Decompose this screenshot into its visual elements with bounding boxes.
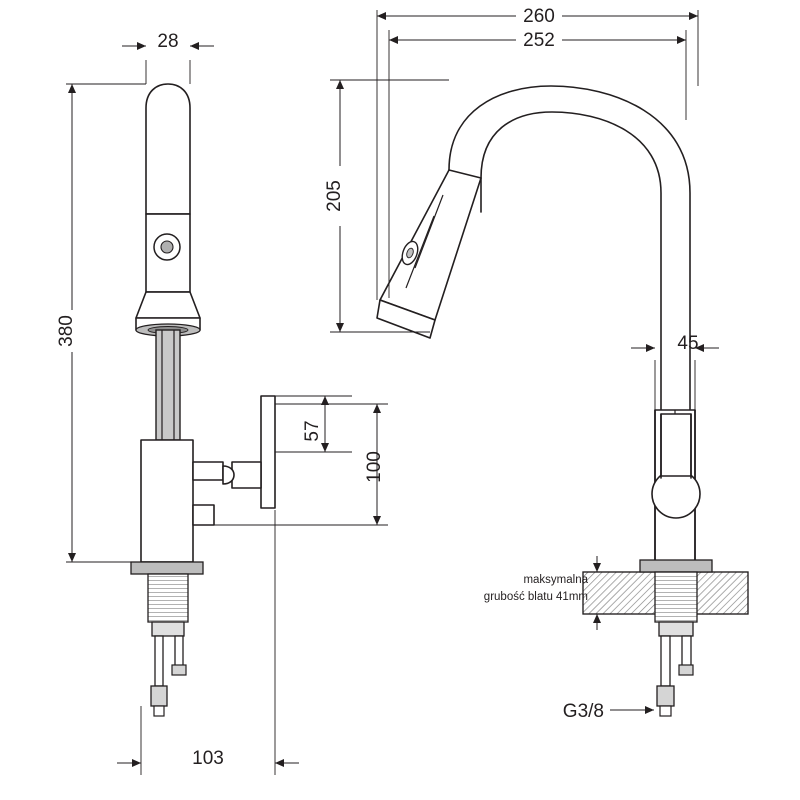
dim-252-label: 252 — [523, 30, 555, 51]
left-view-spout-head — [136, 84, 200, 336]
thread-callout — [563, 701, 654, 722]
dim-103-label: 103 — [192, 748, 224, 769]
left-view-neck — [156, 330, 180, 440]
right-view-spout-head — [377, 170, 481, 338]
dim-28-label: 28 — [157, 31, 179, 52]
dimension-total-height — [56, 84, 146, 562]
dimension-spout-width-left — [122, 31, 214, 84]
right-view-gooseneck — [449, 86, 690, 410]
worktop-thickness-note — [484, 556, 597, 630]
thread-label: G3/8 — [562, 701, 604, 722]
left-view-lever-handle — [223, 396, 275, 508]
left-view-mounting-shank — [131, 562, 203, 716]
dim-205-label: 205 — [324, 180, 345, 212]
worktop-note-line1: maksymalna — [523, 574, 588, 586]
dim-45-label: 45 — [677, 333, 699, 354]
left-view-body — [141, 440, 223, 562]
worktop-note-line2: grubość blatu 41mm — [483, 591, 588, 603]
dimension-body-width-right — [631, 333, 719, 414]
dim-260-label: 260 — [523, 6, 555, 27]
dim-380-label: 380 — [56, 315, 77, 347]
dim-57-label: 57 — [302, 420, 323, 442]
dim-100-label: 100 — [364, 451, 385, 483]
